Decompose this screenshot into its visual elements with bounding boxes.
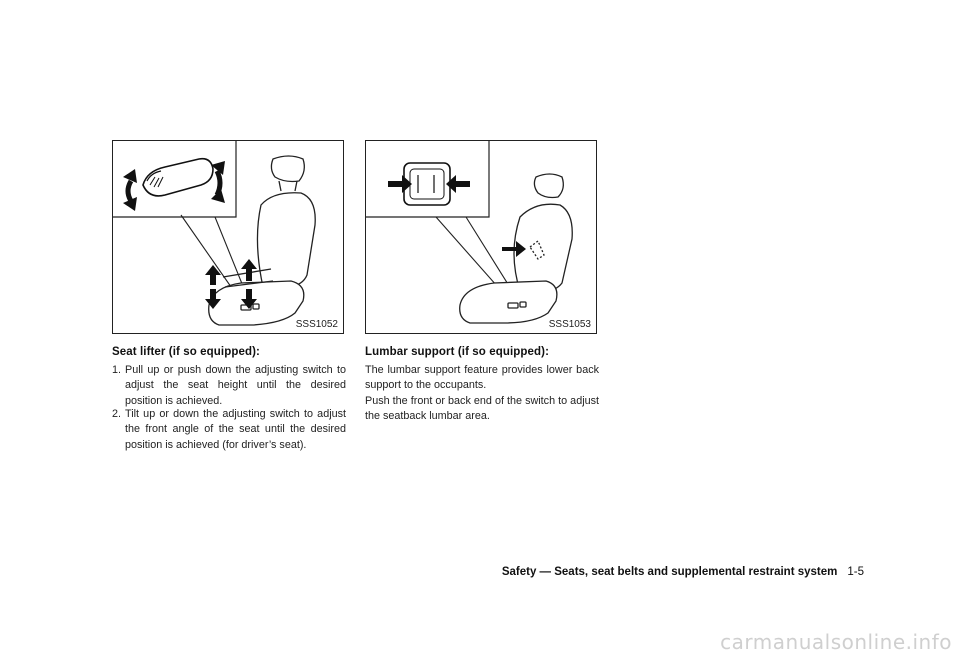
figure-code: SSS1052 — [295, 319, 338, 330]
paragraph: Push the front or back end of the switch to adjust the seatback lumbar area. — [365, 395, 599, 423]
footer-section-title: Safety — Seats, seat belts and supplemental restraint system — [501, 566, 838, 578]
list-item-number: 2. — [112, 408, 122, 420]
list-item — [112, 407, 346, 455]
page-footer — [502, 566, 864, 578]
list-item-text: Pull up or push down the adjusting switch to adjust the seat height until the desired position is achieved. — [125, 364, 346, 407]
figure-code: SSS1053 — [548, 319, 591, 330]
figure-seat-lifter — [112, 140, 344, 334]
list-item — [112, 363, 346, 411]
watermark-text: carmanualsonline.info — [720, 630, 952, 654]
seat-lifter-heading: Seat lifter (if so equipped): — [112, 346, 260, 358]
figure-lumbar-support — [365, 140, 597, 334]
left-curved-arrow-icon — [123, 169, 137, 211]
page-number: 1-5 — [847, 566, 864, 578]
lifter-switch-icon — [143, 159, 213, 196]
lumbar-support-illustration — [366, 141, 598, 335]
list-item-number: 1. — [112, 364, 122, 376]
lumbar-support-heading: Lumbar support (if so equipped): — [365, 346, 549, 358]
seat-lifter-illustration — [113, 141, 345, 335]
list-item-text: Tilt up or down the adjusting switch to adjust the front angle of the seat until the desired position is achieved (for driver’s seat). — [125, 408, 346, 451]
paragraph: The lumbar support feature provides lower back support to the occupants. — [365, 364, 599, 392]
